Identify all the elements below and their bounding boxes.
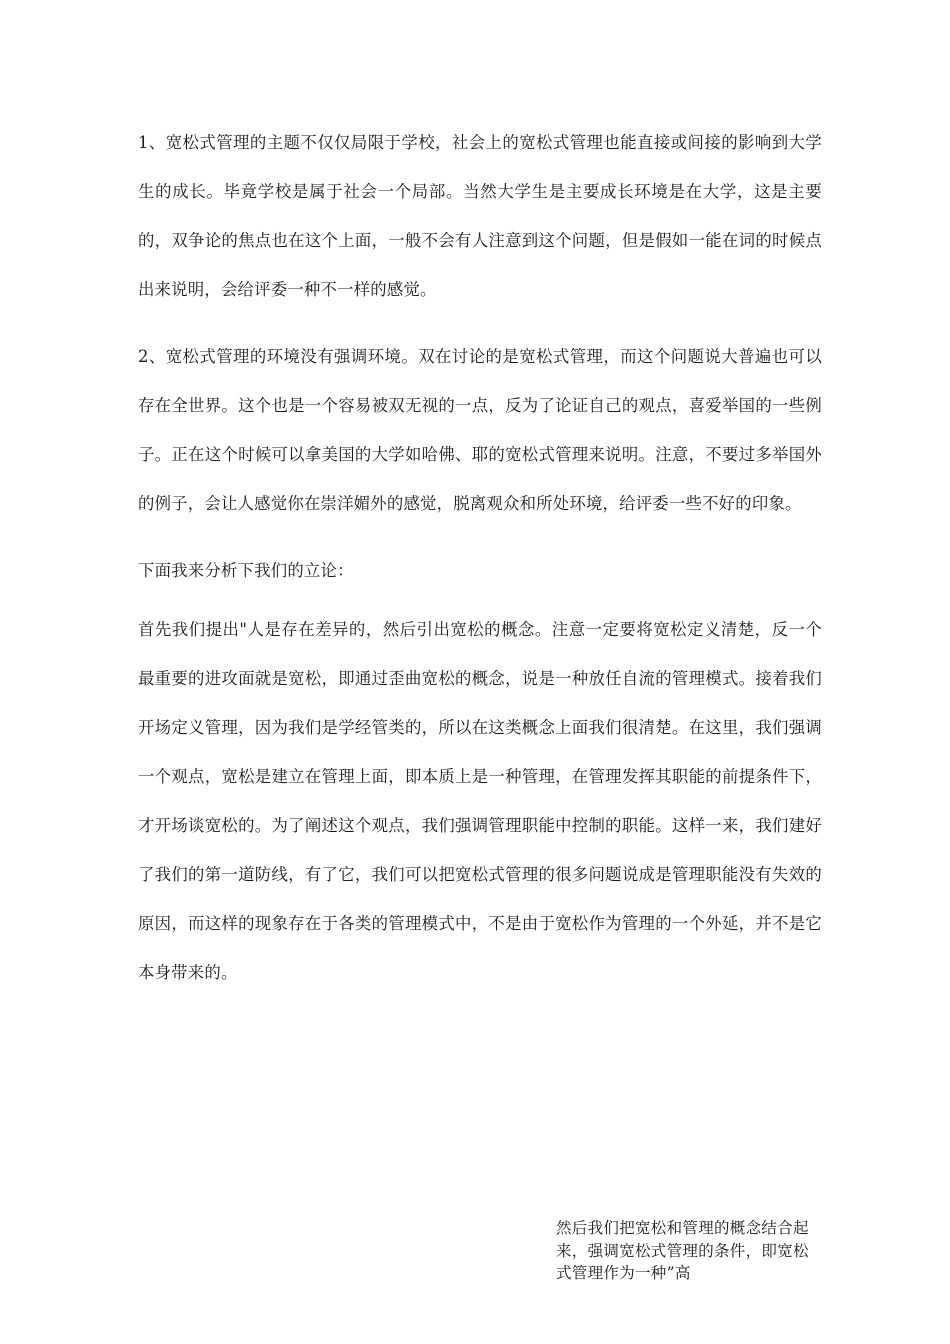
paragraph-1: 1、宽松式管理的主题不仅仅局限于学校，社会上的宽松式管理也能直接或间接的影响到大学生的成长。毕竟学校是属于社会一个局部。当然大学生是主要成长环境是在大学，这是主要的，双争论的焦点也在这个上面，一般不会有人注意到这个问题，但是假如一能在词的时候点出来说明，会给评委一种不一样的感觉。 [138, 133, 822, 299]
paragraph-3: 下面我来分析下我们的立论： [138, 561, 354, 580]
paragraph-2: 2、宽松式管理的环境没有强调环境。双在讨论的是宽松式管理，而这个问题说大普遍也可以存在全世界。这个也是一个容易被双无视的一点，反为了论证自己的观点，喜爱举国的一些例子。正在这个时候可以拿美国的大学如哈佛、耶的宽松式管理来说明。注意，不要过多举国外的例子，会让人感觉你在崇洋媚外的感觉，脱离观众和所处环境，给评委一些不好的印象。 [138, 347, 822, 513]
footer-note: 然后我们把宽松和管理的概念结合起来，强调宽松式管理的条件，即宽松式管理作为一种”高 [556, 1219, 809, 1282]
paragraph-4: 首先我们提出"人是存在差异的，然后引出宽松的概念。注意一定要将宽松定义清楚，反一个最重要的进攻面就是宽松，即通过歪曲宽松的概念，说是一种放任自流的管理模式。接着我们开场定义管理，因为我们是学经管类的，所以在这类概念上面我们很清楚。在这里，我们强调一个观点，宽松是建立在管理上面，即本质上是一种管理，在管理发挥其职能的前提条件下，才开场谈宽松的。为了阐述这个观点，我们强调管理职能中控制的职能。这样一来，我们建好了我们的第一道防线，有了它，我们可以把宽松式管理的很多问题说成是管理职能没有失效的原因，而这样的现象存在于各类的管理模式中，不是由于宽松作为管理的一个外延，并不是它本身带来的。 [138, 620, 822, 982]
document-body [138, 118, 822, 1015]
